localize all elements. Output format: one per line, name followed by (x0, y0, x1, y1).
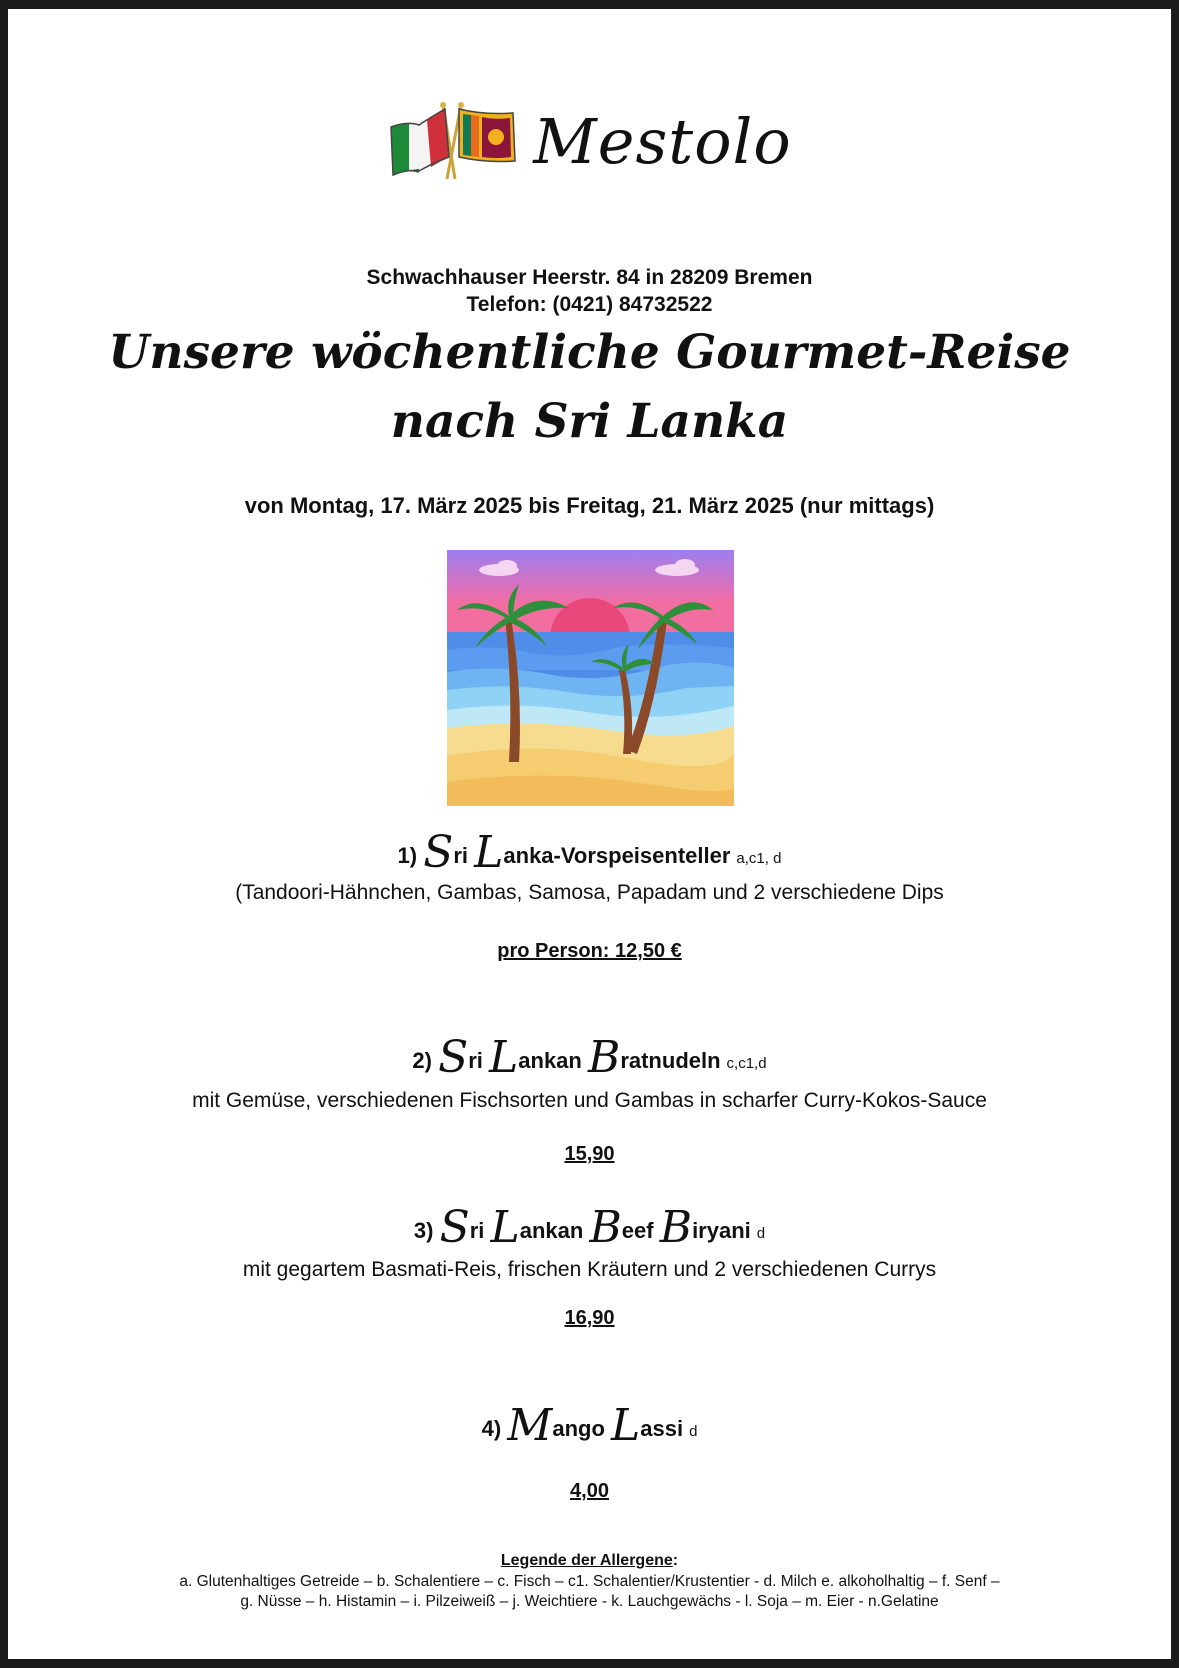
period-line: von Montag, 17. März 2025 bis Freitag, 21. März 2025 (nur mittags) (244, 493, 935, 518)
menu-item-2-title: 2) Sri Lankan Bratnudeln c,c1,d (412, 1032, 767, 1083)
menu-item-3-price: 16,90 (564, 1307, 615, 1329)
menu-item-1-price: pro Person: 12,50 € (497, 940, 682, 962)
allergen-codes: a,c1, d (736, 850, 782, 867)
brand-name: Mestolo (533, 104, 792, 178)
allergen-codes: c,c1,d (726, 1055, 767, 1072)
allergen-codes: d (689, 1423, 698, 1440)
allergen-legend-line1: a. Glutenhaltiges Getreide – b. Schalentiere – c. Fisch – c1. Schalentier/Krustentier - d. Milch e. alkoholhaltig – f. Senf – (179, 1573, 1000, 1590)
menu-item-3-desc: mit gegartem Basmati-Reis, frischen Kräutern und 2 verschiedenen Currys (242, 1258, 937, 1281)
allergen-codes: d (756, 1225, 766, 1242)
brand-header (8, 99, 1171, 183)
menu-item-4-price: 4,00 (570, 1480, 609, 1502)
sri-lanka-flag-icon (459, 109, 515, 162)
allergen-legend-heading: Legende der Allergene: (500, 1552, 679, 1569)
menu-item-3-title: 3) Sri Lankan Beef Biryani d (413, 1202, 766, 1253)
page-title-line1: Unsere wöchentliche Gourmet-Reise (108, 325, 1071, 380)
beach-palm-illustration (447, 550, 734, 806)
menu-item-1-desc: (Tandoori-Hähnchen, Gambas, Samosa, Papadam und 2 verschiedene Dips (235, 881, 944, 904)
crossed-flags-icon (387, 99, 519, 183)
menu-item-2-desc: mit Gemüse, verschiedenen Fischsorten und Gambas in scharfer Curry-Kokos-Sauce (192, 1089, 987, 1112)
menu-item-1-title: 1) Sri Lanka-Vorspeisenteller a,c1, d (397, 827, 782, 878)
menu-page (8, 9, 1171, 1659)
address-line: Schwachhauser Heerstr. 84 in 28209 Bremen (366, 266, 813, 289)
phone-line: Telefon: (0421) 84732522 (466, 293, 713, 316)
page-title-line2: nach Sri Lanka (390, 394, 789, 449)
italy-flag-icon (391, 109, 449, 175)
menu-item-2-price: 15,90 (564, 1143, 615, 1165)
allergen-legend-line2: g. Nüsse – h. Histamin – i. Pilzeiweiß – j. Weichtiere - k. Lauchgewächs - l. Soja – m. Eier - n.Gelatine (240, 1593, 939, 1610)
menu-item-4-title: 4) Mango Lassi d (481, 1400, 698, 1451)
